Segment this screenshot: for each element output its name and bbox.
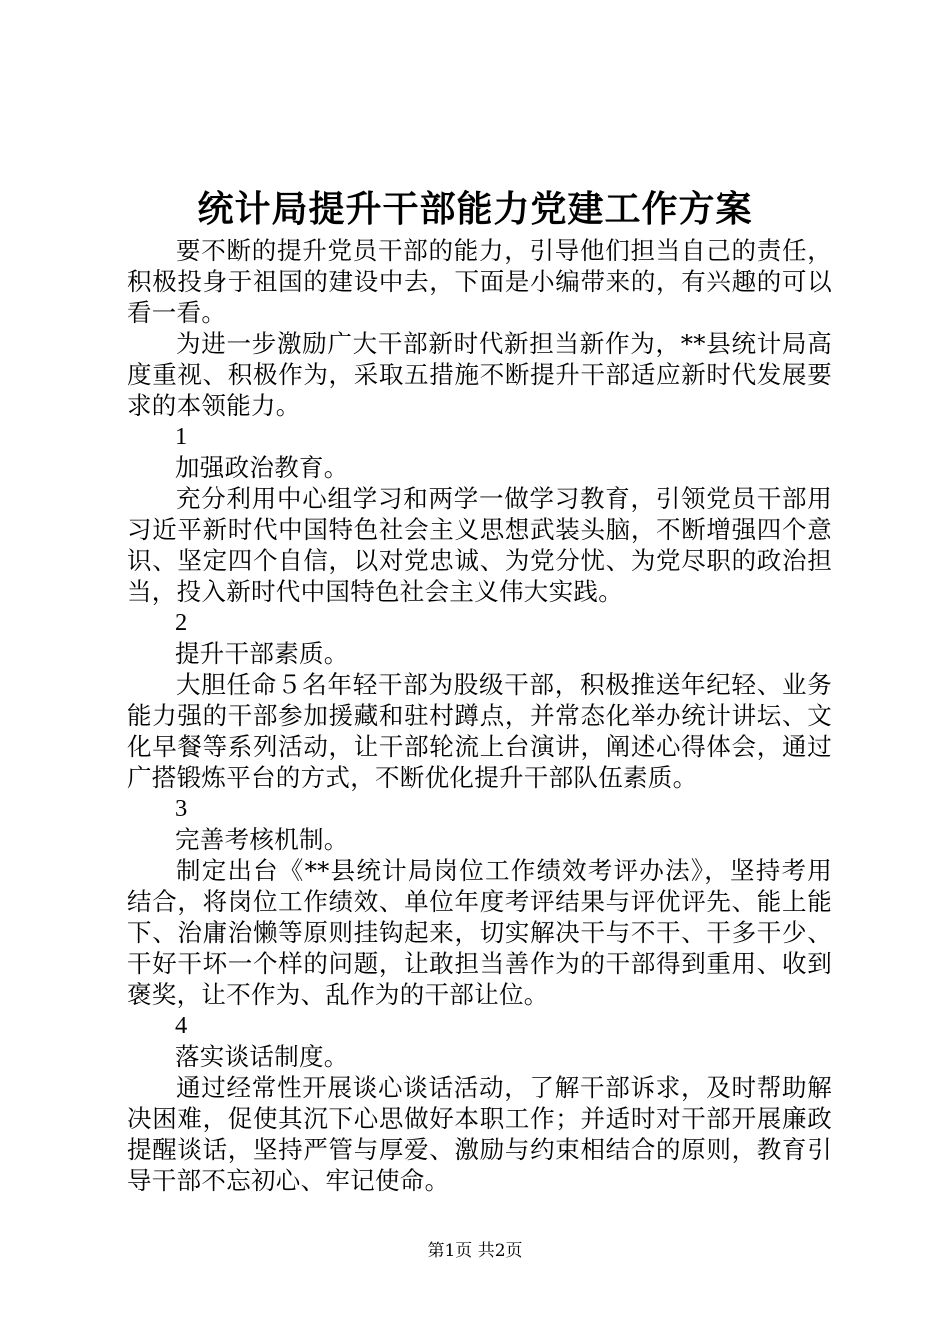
section-number-2: 2 [175, 609, 188, 636]
section-number-4: 4 [175, 1012, 188, 1039]
section-number-3: 3 [175, 795, 188, 822]
document-body [127, 235, 832, 1196]
section-heading-3: 完善考核机制。 [175, 825, 349, 854]
document-title: 统计局提升干部能力党建工作方案 [197, 188, 753, 230]
intro-paragraph-2: 为进一步激励广大干部新时代新担当新作为，**县统计局高度重视、积极作为，采取五措施不断提升干部适应新时代发展要求的本领能力。 [127, 329, 832, 420]
section-body-4: 通过经常性开展谈心谈话活动，了解干部诉求，及时帮助解决困难，促使其沉下心思做好本职工作；并适时对干部开展廉政提醒谈话，坚持严管与厚爱、激励与约束相结合的原则，教育引导干部不忘初心、牢记使命。 [127, 1073, 832, 1195]
section-heading-2: 提升干部素质。 [175, 639, 349, 668]
section-heading-4: 落实谈话制度。 [175, 1042, 349, 1071]
section-body-3: 制定出台《**县统计局岗位工作绩效考评办法》，坚持考用结合，将岗位工作绩效、单位年度考评结果与评优评先、能上能下、治庸治懒等原则挂钩起来，切实解决干与不干、干多干少、干好干坏一个样的问题，让敢担当善作为的干部得到重用、收到褒奖，让不作为、乱作为的干部让位。 [127, 856, 832, 1009]
section-body-2: 大胆任命５名年轻干部为股级干部，积极推送年纪轻、业务能力强的干部参加援藏和驻村蹲点，并常态化举办统计讲坛、文化早餐等系列活动，让干部轮流上台演讲，阐述心得体会，通过广搭锻炼平台的方式，不断优化提升干部队伍素质。 [127, 670, 832, 792]
section-body-1: 充分利用中心组学习和两学一做学习教育，引领党员干部用习近平新时代中国特色社会主义思想武装头脑，不断增强四个意识、坚定四个自信，以对党忠诚、为党分忧、为党尽职的政治担当，投入新时代中国特色社会主义伟大实践。 [127, 484, 832, 606]
section-number-1: 1 [175, 423, 188, 450]
section-heading-1: 加强政治教育。 [175, 453, 349, 482]
page-footer: 第1页 共2页 [427, 1241, 523, 1261]
intro-paragraph-1: 要不断的提升党员干部的能力，引导他们担当自己的责任，积极投身于祖国的建设中去，下面是小编带来的，有兴趣的可以看一看。 [127, 236, 832, 327]
